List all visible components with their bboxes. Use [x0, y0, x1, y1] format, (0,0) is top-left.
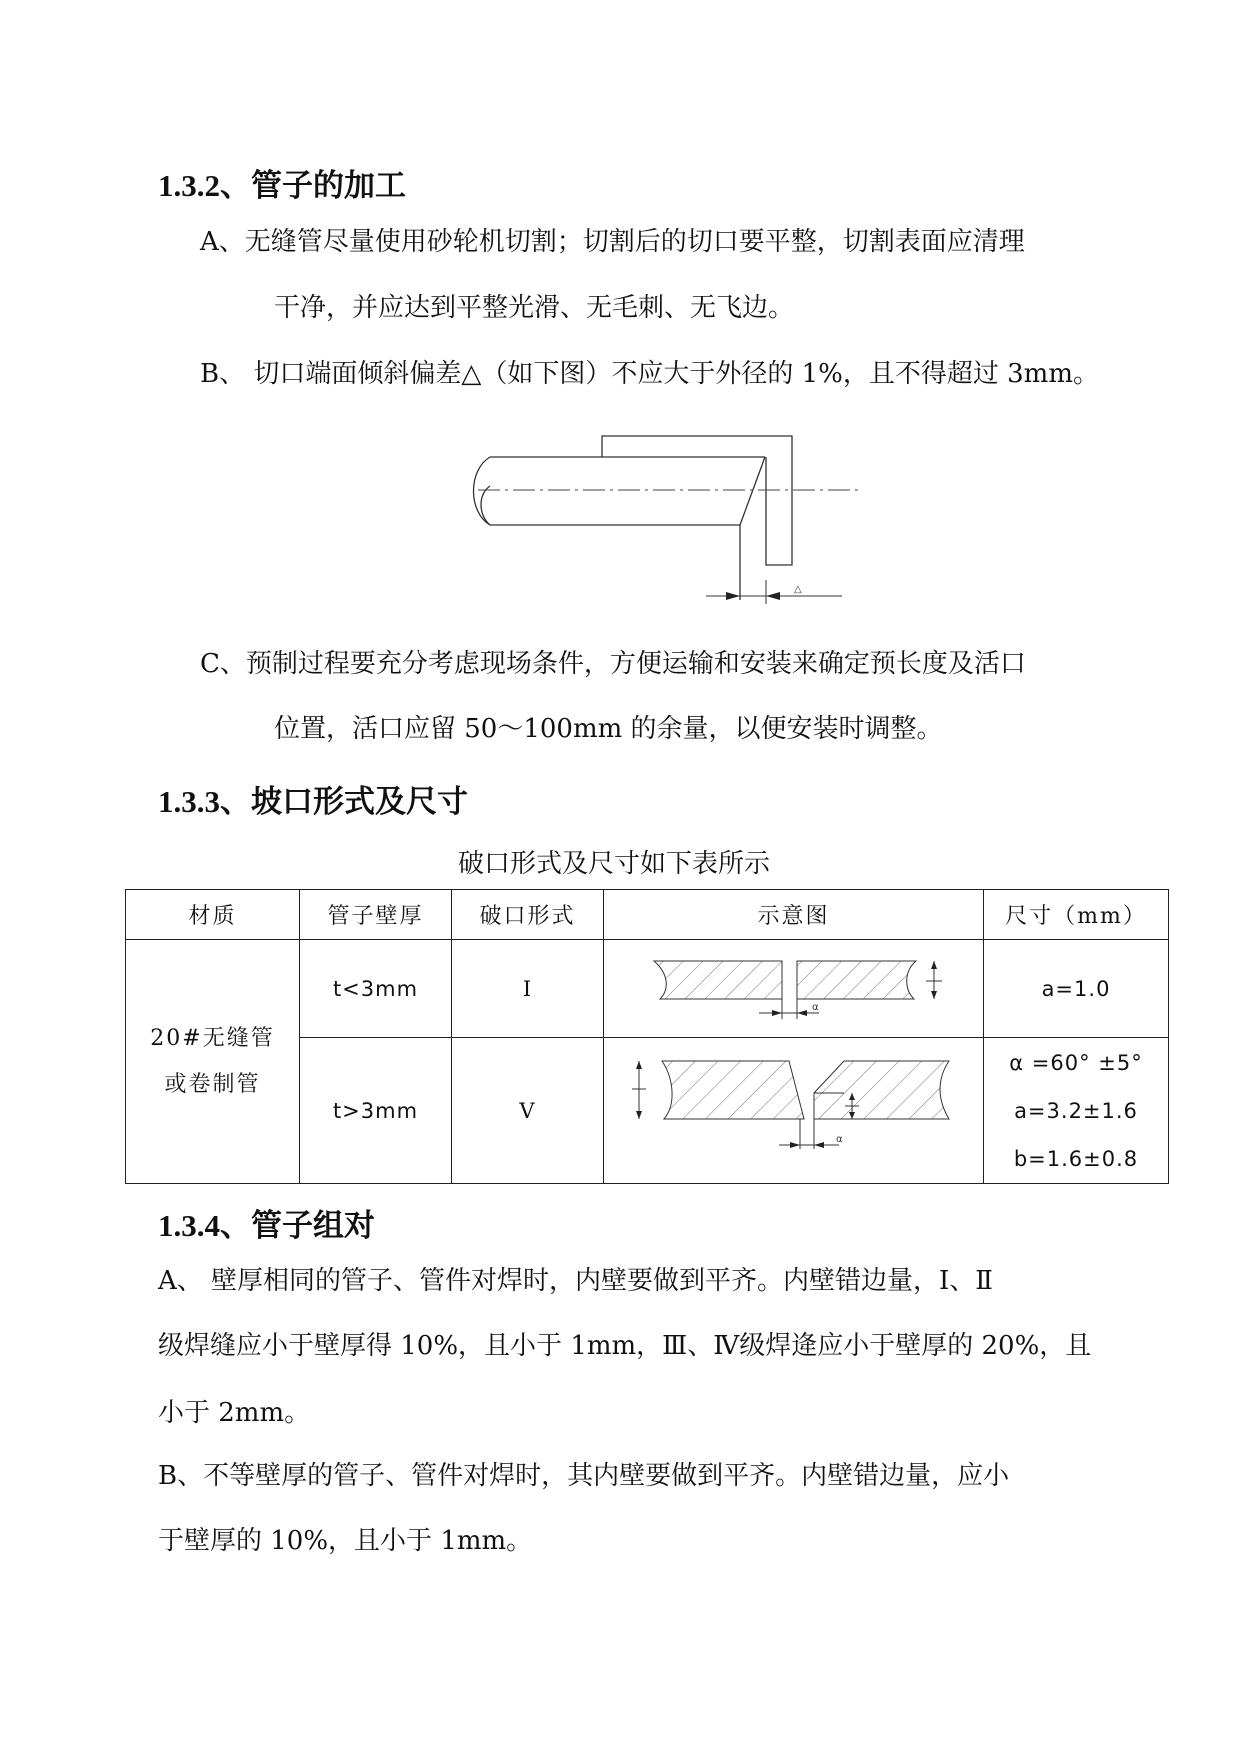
- section-heading-1-3-4: 1.3.4、管子组对: [158, 1208, 375, 1243]
- size-b: b=1.6±0.8: [1013, 1146, 1139, 1171]
- bevel-spec-table: [125, 889, 1169, 1184]
- paragraph-134-a-line2: 级焊缝应小于壁厚得 10%，且小于 1mm，Ⅲ、Ⅳ级焊逄应小于壁厚的 20%，且: [158, 1331, 1092, 1361]
- v-bevel-diagram: [604, 1039, 982, 1183]
- table-caption: 破口形式及尺寸如下表所示: [458, 849, 771, 879]
- section-heading-1-3-2: 1.3.2、管子的加工: [158, 168, 406, 203]
- diagram-cell-i-bevel: [604, 940, 984, 1038]
- i-bevel-diagram: [604, 941, 982, 1037]
- paragraph-134-a-line3: 小于 2mm。: [158, 1398, 311, 1428]
- size-cell: a=1.0: [984, 940, 1169, 1038]
- table-header-row: [126, 890, 1169, 940]
- paragraph-c-line2: 位置，活口应留 50～100mm 的余量，以便安装时调整。: [274, 714, 943, 744]
- size-cell: [984, 1038, 1169, 1184]
- svg-text:α: α: [836, 1133, 845, 1145]
- header-size: 尺寸（mm）: [984, 890, 1169, 940]
- paragraph-c-line1: C、预制过程要充分考虑现场条件，方便运输和安装来确定预长度及活口: [200, 649, 1026, 679]
- paragraph-a-line2: 干净，并应达到平整光滑、无毛刺、无飞边。: [274, 293, 795, 323]
- header-bevel-form: 破口形式: [452, 890, 604, 940]
- pipe-cut-bevel-figure: [470, 430, 870, 605]
- paragraph-b: B、 切口端面倾斜偏差△（如下图）不应大于外径的 1%，且不得超过 3mm。: [200, 359, 1099, 389]
- bevel-form-cell: V: [452, 1038, 604, 1184]
- table-row: [126, 940, 1169, 1038]
- header-thickness: 管子壁厚: [300, 890, 452, 940]
- material-line1: 20#无缝管: [150, 1025, 275, 1051]
- size-a: a=3.2±1.6: [1014, 1098, 1138, 1123]
- thickness-cell: t>3mm: [300, 1038, 452, 1184]
- size-angle: α =60° ±5°: [1009, 1050, 1143, 1075]
- material-line2: 或卷制管: [164, 1071, 261, 1097]
- thickness-cell: t<3mm: [300, 940, 452, 1038]
- material-cell: [126, 940, 300, 1184]
- paragraph-a-line1: A、无缝管尽量使用砂轮机切割；切割后的切口要平整，切割表面应清理: [200, 227, 1025, 257]
- paragraph-134-b-line1: B、不等壁厚的管子、管件对焊时，其内壁要做到平齐。内壁错边量，应小: [158, 1461, 1010, 1491]
- bevel-form-cell: I: [452, 940, 604, 1038]
- header-diagram: 示意图: [604, 890, 984, 940]
- paragraph-134-a-line1: A、 壁厚相同的管子、管件对焊时，内壁要做到平齐。内壁错边量，Ⅰ、Ⅱ: [158, 1266, 993, 1296]
- diagram-cell-v-bevel: [604, 1038, 984, 1184]
- delta-label: △: [794, 584, 802, 595]
- section-heading-1-3-3: 1.3.3、坡口形式及尺寸: [158, 784, 468, 819]
- paragraph-134-b-line2: 于壁厚的 10%，且小于 1mm。: [158, 1526, 533, 1556]
- header-material: 材质: [126, 890, 300, 940]
- svg-text:α: α: [812, 1001, 821, 1013]
